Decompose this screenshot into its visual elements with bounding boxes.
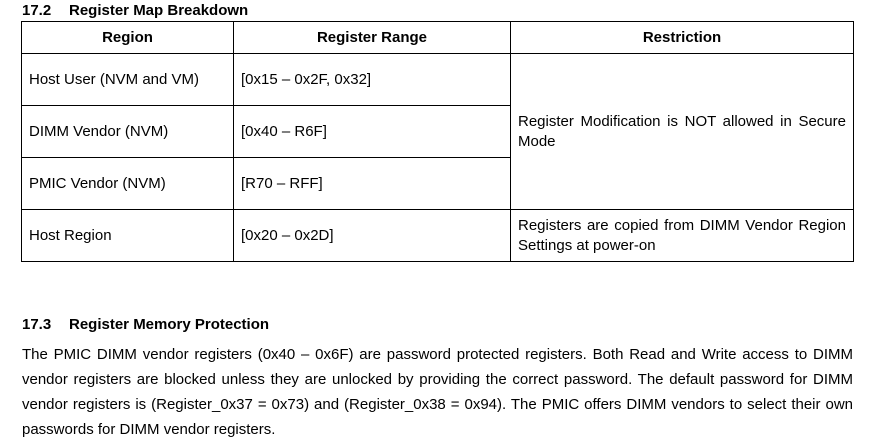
region-cell: Host User (NVM and VM) (22, 54, 234, 106)
region-cell: DIMM Vendor (NVM) (22, 106, 234, 158)
register-range-cell: [0x40 – R6F] (234, 106, 511, 158)
body-paragraph: The PMIC DIMM vendor registers (0x40 – 0x6F) are password protected registers. Both Read and Write access to DIMM vendor registers are blocked unless they are unlocked by providing the correct password. The default password for DIMM vendor registers is (Register_0x37 = 0x73) and (Register_0x38 = 0x94). The PMIC offers DIMM vendors to select their own passwords for DIMM vendor registers. (22, 346, 853, 438)
section-heading-register-memory-protection (22, 316, 269, 333)
register-range-cell: [0x15 – 0x2F, 0x32] (234, 54, 511, 106)
section-title: Register Map Breakdown (69, 2, 249, 19)
restriction-cell: Register Modification is NOT allowed in Secure Mode (511, 54, 854, 210)
region-cell: PMIC Vendor (NVM) (22, 158, 234, 210)
register-map-table (21, 21, 854, 262)
section-number: 17.3 (22, 316, 52, 333)
table-row (22, 54, 854, 106)
column-header-register-range: Register Range (234, 22, 511, 54)
section-title: Register Memory Protection (69, 316, 270, 333)
region-cell: Host Region (22, 210, 234, 262)
register-range-cell: [R70 – RFF] (234, 158, 511, 210)
table-row (22, 210, 854, 262)
column-header-region: Region (22, 22, 234, 54)
restriction-cell: Registers are copied from DIMM Vendor Region Settings at power-on (511, 210, 854, 262)
section-heading-register-map-breakdown (22, 2, 248, 19)
column-header-restriction: Restriction (511, 22, 854, 54)
register-range-cell: [0x20 – 0x2D] (234, 210, 511, 262)
section-number: 17.2 (22, 2, 52, 19)
table-header-row (22, 22, 854, 54)
